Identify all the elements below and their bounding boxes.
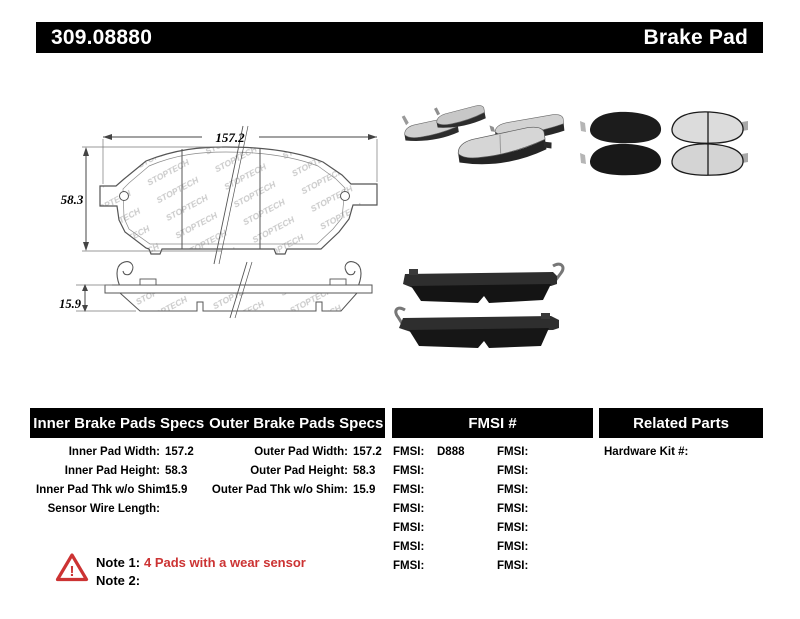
fmsi-column-1 [393, 443, 465, 576]
fmsi-row: FMSI: [393, 541, 425, 553]
plate-tab-left [140, 279, 156, 285]
spec-row: Outer Pad Width: 157.2 [254, 446, 382, 458]
fmsi-row: FMSI: [497, 541, 529, 553]
note-1-text: 4 Pads with a wear sensor [144, 555, 306, 570]
grid-pad-dark-bottom [590, 144, 661, 175]
note-1-label: Note 1: [96, 555, 141, 570]
fmsi-row: FMSI: [497, 484, 529, 496]
photo-pads-angled [390, 98, 580, 233]
spec-row: Outer Pad Height: 58.3 [250, 465, 376, 477]
pad-hole-right [341, 192, 350, 201]
part-number: 309.08880 [51, 25, 153, 49]
plate-tab-right [330, 279, 346, 285]
fmsi-row: FMSI: D888 [393, 446, 465, 458]
grid-pad-dark-top [590, 112, 661, 143]
photo-pads-side [393, 258, 573, 358]
spec-row: Inner Pad Height: 58.3 [64, 465, 188, 477]
fmsi-row: FMSI: [497, 465, 529, 477]
side-photo-pad-1 [403, 264, 563, 303]
wear-sensor-clip [402, 115, 409, 126]
related-parts-header-bar [599, 408, 763, 438]
technical-drawing [36, 118, 386, 323]
dim-height-label: 58.3 [60, 192, 84, 207]
related-parts-row: Hardware Kit #: [604, 446, 689, 458]
inner-specs-header: Inner Brake Pads Specs [33, 414, 205, 432]
note-2 [96, 572, 306, 590]
fmsi-row: FMSI: [393, 484, 425, 496]
fmsi-row: FMSI: [497, 522, 529, 534]
notes-section [96, 554, 306, 589]
side-photo-pad-2 [396, 308, 559, 348]
outer-specs-column [208, 443, 382, 500]
page-title: Brake Pad [643, 25, 748, 49]
pad-watermark-area [91, 143, 386, 258]
spec-row: Outer Pad Thk w/o Shim: 15.9 [211, 484, 376, 496]
warning-triangle-icon [55, 552, 89, 583]
outer-specs-header: Outer Brake Pads Specs [209, 414, 384, 432]
dim-thickness-label: 15.9 [59, 297, 81, 311]
fmsi-row: FMSI: [393, 465, 425, 477]
related-parts-header: Related Parts [633, 414, 729, 432]
fmsi-row: FMSI: [497, 560, 529, 572]
note-1 [96, 554, 306, 572]
grid-clip-bl [580, 153, 586, 164]
pad-hole-left [120, 192, 129, 201]
related-parts-column [604, 443, 694, 462]
spec-row: Inner Pad Width: 157.2 [68, 446, 194, 458]
fmsi-header-bar [392, 408, 593, 438]
pad-c-clip [489, 125, 495, 132]
spec-row: Inner Pad Thk w/o Shim: 15.9 [36, 484, 188, 496]
header-bar [36, 22, 763, 53]
dim-width-label: 157.2 [215, 130, 245, 145]
grid-clip-tl [580, 121, 586, 132]
svg-text:!: ! [69, 563, 75, 580]
photo-pads-grid [580, 100, 755, 185]
specs-header-bar [30, 408, 385, 438]
fmsi-row: FMSI: [497, 503, 529, 515]
friction-material [120, 293, 357, 311]
fmsi-column-2 [497, 443, 541, 576]
inner-specs-column [36, 443, 194, 519]
note-2-label: Note 2: [96, 572, 141, 588]
fmsi-header: FMSI # [468, 414, 517, 432]
fmsi-row: FMSI: [393, 503, 425, 515]
fmsi-row: FMSI: [393, 522, 425, 534]
fmsi-row: FMSI: [393, 560, 425, 572]
spec-row: Sensor Wire Length: [47, 503, 160, 515]
pad-b-clip [434, 107, 440, 116]
fmsi-row: FMSI: [497, 446, 529, 458]
